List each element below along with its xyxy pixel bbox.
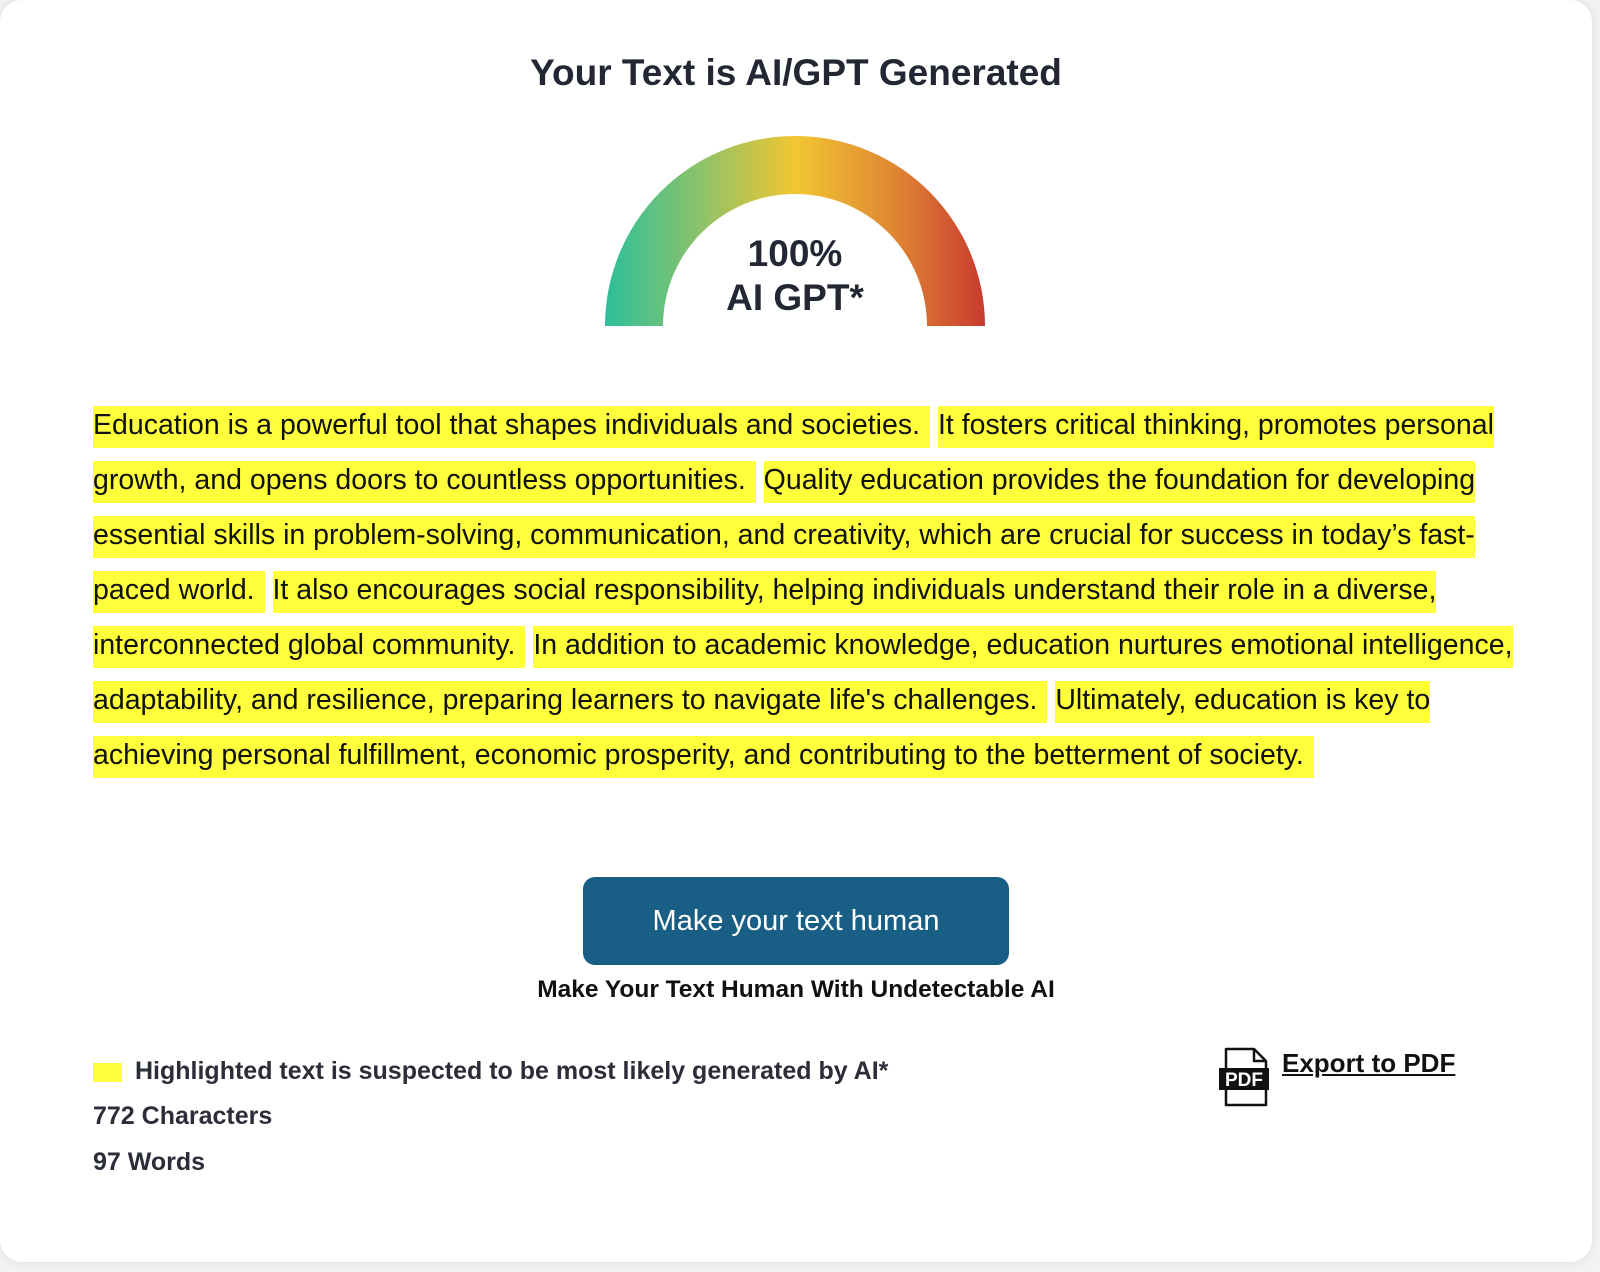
word-count: 97 Words bbox=[93, 1148, 206, 1176]
gauge-percent: 100% bbox=[747, 233, 843, 274]
highlight-legend-swatch bbox=[93, 1063, 122, 1082]
highlight-legend-text: Highlighted text is suspected to be most likely generated by AI* bbox=[135, 1057, 889, 1085]
make-text-human-button[interactable]: Make your text human bbox=[583, 877, 1009, 965]
highlighted-sentence: It also encourages social responsibility, helping individuals understand their role in a diverse, interconnected global community. bbox=[93, 571, 1436, 668]
gauge-label: AI GPT* bbox=[726, 277, 864, 318]
highlighted-sentence: It fosters critical thinking, promotes personal growth, and opens doors to countless opportunities. bbox=[93, 406, 1494, 503]
character-count: 772 Characters bbox=[93, 1102, 273, 1130]
analyzed-text bbox=[93, 398, 1513, 783]
gauge-readout bbox=[690, 232, 900, 320]
result-title: Your Text is AI/GPT Generated bbox=[530, 52, 1062, 93]
highlighted-sentence: Education is a powerful tool that shapes individuals and societies. bbox=[93, 406, 930, 448]
highlighted-sentence: Ultimately, education is key to achieving personal fulfillment, economic prosperity, and contributing to the betterment of society. bbox=[93, 681, 1430, 778]
highlighted-sentence: In addition to academic knowledge, education nurtures emotional intelligence, adaptability, and resilience, preparing learners to navigate life's challenges. bbox=[93, 626, 1513, 723]
highlighted-sentence: Quality education provides the foundation for developing essential skills in problem-solving, communication, and creativity, which are crucial for success in today’s fast-paced world. bbox=[93, 461, 1475, 613]
pdf-file-icon[interactable] bbox=[1218, 1047, 1272, 1107]
export-to-pdf-link[interactable]: Export to PDF bbox=[1282, 1048, 1456, 1078]
pdf-icon-label: PDF bbox=[1225, 1070, 1263, 1091]
humanize-caption: Make Your Text Human With Undetectable AI bbox=[537, 976, 1055, 1003]
